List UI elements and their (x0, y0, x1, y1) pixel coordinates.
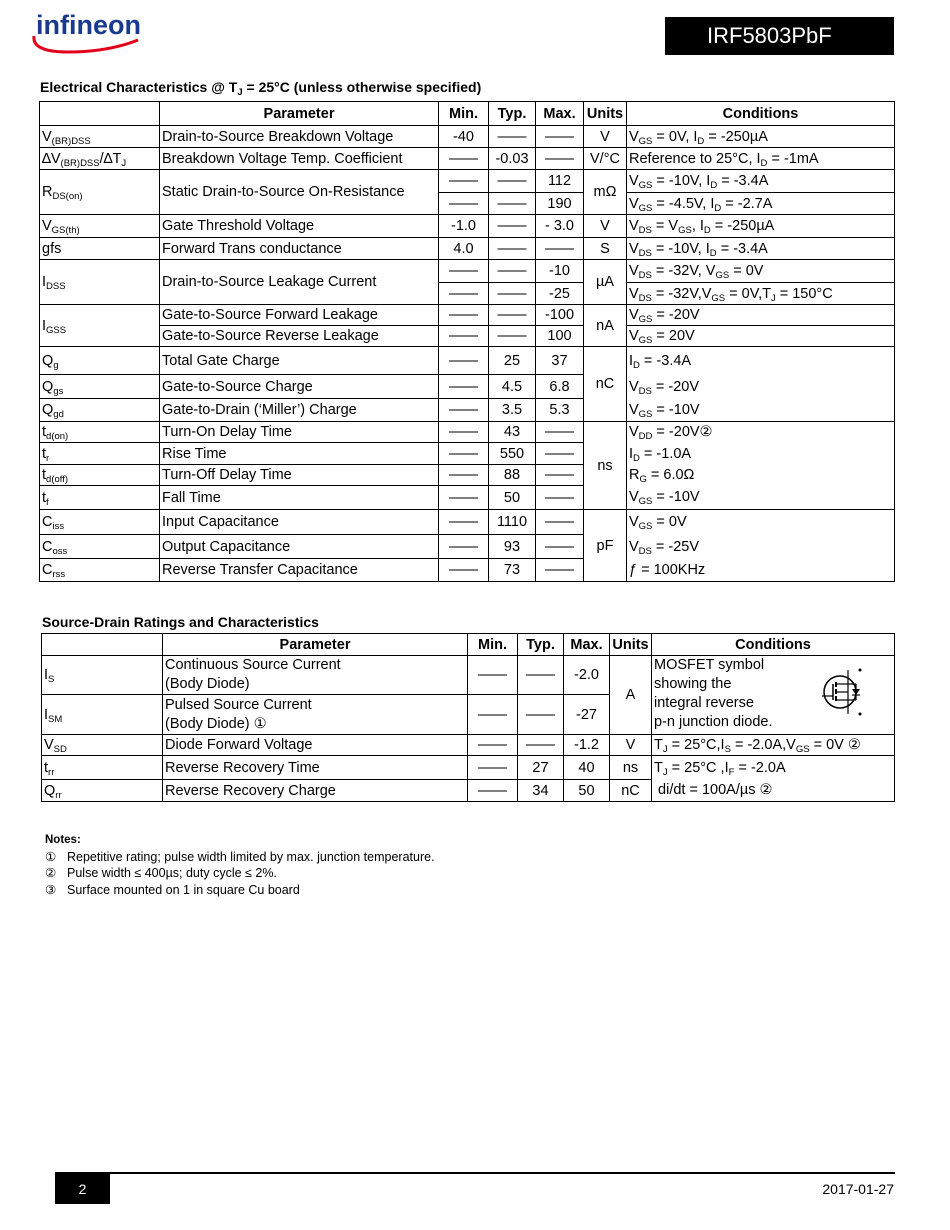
table-row: gfs Forward Trans conductance 4.0 —— —— S $V_{DS} = -10V$, $I_D = -3.4A$ (40, 238, 895, 260)
table-row: $t_{d(off)}$ Turn-Off Delay Time —— 88 —— $R_G = 6.0\Omega$ (40, 465, 895, 486)
table-row: $t_f$ Fall Time —— 50 —— $V_{GS} = -10V$ (40, 486, 895, 510)
note-item: ① Repetitive rating; pulse width limited by max. junction temperature. (45, 849, 435, 864)
table-row: $C_{oss}$ Output Capacitance —— 93 —— $V_{DS} = -25V$ (40, 535, 895, 559)
infineon-logo (28, 6, 146, 56)
page-number: 2 (55, 1174, 110, 1204)
table-row: $V_{SD}$ Diode Forward Voltage —— —— -1.2 V $T_J = 25^\circ C,I_S = -2.0A,V_{GS} = 0V$ ② (42, 735, 895, 756)
table-row: $t_r$ Rise Time —— 550 —— $I_D = -1.0A$ (40, 443, 895, 465)
table-row: $Q_{rr}$ Reverse Recovery Charge —— 34 50 nC di/dt = 100A/µs ② (42, 780, 895, 802)
table-row: $C_{iss}$ Input Capacitance —— 1110 —— pF $V_{GS} = 0V$ (40, 510, 895, 535)
footer-rule (55, 1172, 895, 1174)
table-row: $t_{rr}$ Reverse Recovery Time —— 27 40 ns $T_J = 25^\circ C$ $,I_F = -2.0A$ (42, 756, 895, 780)
table-row: $Q_{gs}$ Gate-to-Source Charge —— 4.5 6.8 $V_{DS} = -20V$ (40, 375, 895, 399)
table-row: $Q_{gd}$ Gate-to-Drain (‘Miller’) Charge —— 3.5 5.3 $V_{GS} = -10V$ (40, 399, 895, 422)
source-drain-section-title: Source-Drain Ratings and Characteristics (42, 614, 319, 630)
part-number-badge (665, 17, 894, 55)
electrical-characteristics-table (39, 101, 895, 582)
note-item: ② Pulse width ≤ 400µs; duty cycle ≤ 2%. (45, 866, 277, 880)
table-row: $V_{GS(th)}$ Gate Threshold Voltage -1.0 —— - 3.0 V $V_{DS} = V_{GS}$, $I_D = -250\mu A$ (40, 215, 895, 238)
table-header-row: Parameter Min. Typ. Max. Units Conditions (42, 634, 895, 656)
revision-date: 2017-01-27 (822, 1181, 894, 1197)
table-row: Gate-to-Source Reverse Leakage —— —— 100 $V_{GS} = 20V$ (40, 326, 895, 347)
table-row: $C_{rss}$ Reverse Transfer Capacitance —— 73 —— ƒ = 100KHz (40, 559, 895, 582)
table-row: $I_S$ Continuous Source Current (Body Diode) —— —— -2.0 A MOSFET symbol showing the integral reverse p-n junction diode. (42, 656, 895, 695)
table-row: —— —— -25 $V_{DS} = -32V,V_{GS} = 0V,T_J = 150^\circ C$ (40, 283, 895, 305)
note-item: ③ Surface mounted on 1 in square Cu board (45, 882, 300, 897)
table-row: $\Delta V_{(BR)DSS}/\Delta T_J$ Breakdown Voltage Temp. Coefficient —— -0.03 —— V/°C Reference to 25°C, $I_D = -1mA$ (40, 148, 895, 170)
table-row: $I_{SM}$ Pulsed Source Current (Body Diode) ① —— —— -27 (42, 695, 895, 735)
elec-section-title: Electrical Characteristics @ $T_J = 25^\circ C$ (unless otherwise specified) (40, 79, 482, 98)
table-row: $t_{d(on)}$ Turn-On Delay Time —— 43 —— ns $V_{DD}$ = -20V② (40, 422, 895, 443)
notes-section (45, 832, 435, 898)
mosfet-symbol-cell: MOSFET symbol showing the integral reverse p-n junction diode. (652, 656, 895, 735)
table-row: —— —— 190 $V_{GS} = -4.5V$, $I_D = -2.7A$ (40, 193, 895, 215)
notes-title: Notes: (45, 834, 81, 846)
table-header-row: Parameter Min. Typ. Max. Units Conditions (40, 102, 895, 126)
brand-text: infineon (36, 10, 141, 40)
mosfet-symbol-icon (820, 664, 868, 720)
source-drain-table (41, 633, 895, 802)
table-row: $Q_g$ Total Gate Charge —— 25 37 nC $I_D = -3.4A$ (40, 347, 895, 375)
table-row: $I_{DSS}$ Drain-to-Source Leakage Current —— —— -10 µA $V_{DS} = -32V$, $V_{GS} = 0V$ (40, 260, 895, 283)
table-row: $R_{DS(on)}$ Static Drain-to-Source On-Resistance —— —— 112 mΩ $V_{GS} = -10V$, $I_D = -3.4A$ (40, 170, 895, 193)
table-row: $I_{GSS}$ Gate-to-Source Forward Leakage —— —— -100 nA $V_{GS} = -20V$ (40, 305, 895, 326)
part-number: IRF5803PbF (707, 23, 832, 48)
table-row: $V_{(BR)DSS}$ Drain-to-Source Breakdown Voltage -40 —— —— V $V_{GS} = 0V$, $I_D = -250\mu A$ (40, 126, 895, 148)
